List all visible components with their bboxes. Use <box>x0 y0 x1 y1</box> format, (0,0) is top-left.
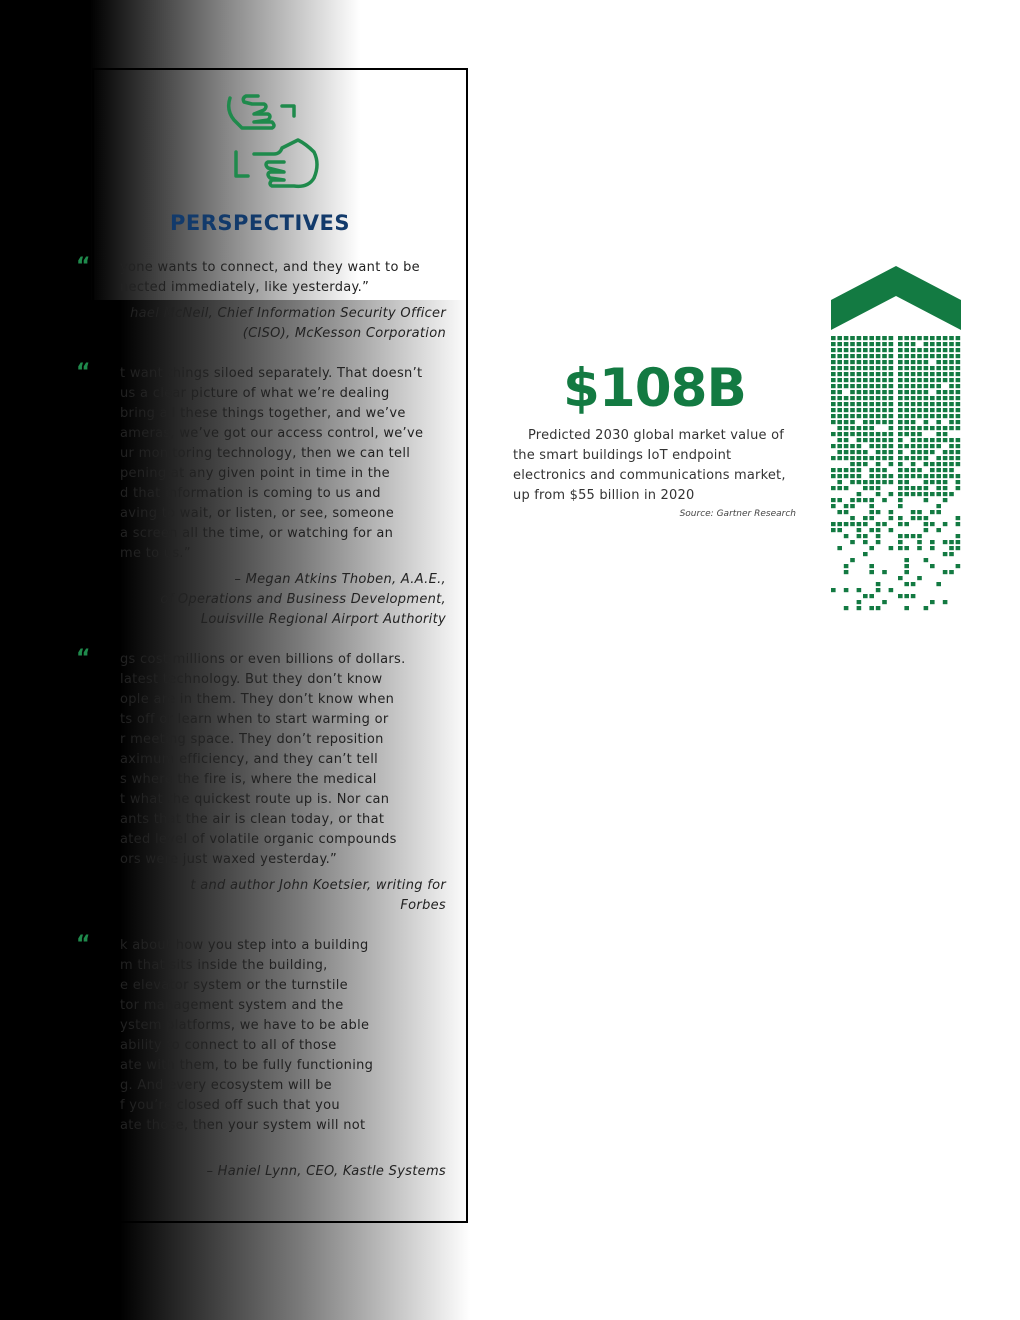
quote-line: tor management system and the <box>120 998 344 1013</box>
quote-line: ople are in them. They don’t know when <box>120 692 395 707</box>
attribution-line: hael McNeil, Chief Information Security Officer <box>130 306 446 321</box>
section-title: PERSPECTIVES <box>169 211 351 235</box>
quote-line: r meeting space. They don’t reposition <box>120 732 384 747</box>
quote-line: latest technology. But they don’t know <box>120 672 383 687</box>
quote-line: t want things siloed separately. That doesn’t <box>120 366 423 381</box>
quote-line: aving to wait, or listen, or see, someone <box>120 506 395 521</box>
quote-mark-icon: “ <box>76 254 91 279</box>
green-building-graphic <box>828 264 964 624</box>
quote-line: e elevator system or the turnstile <box>120 978 348 993</box>
quote-line: ated level of volatile organic compounds <box>120 832 397 847</box>
quote-attribution <box>106 1162 446 1182</box>
quote-text <box>120 650 450 870</box>
quote-line: f you’re closed off such that you <box>120 1098 340 1113</box>
quote-text <box>120 936 450 1136</box>
quote-line: ur monitoring technology, then we can tell <box>120 446 411 461</box>
stat-description: Predicted 2030 global market value of the smart buildings IoT endpoint electronics and communications market, up from $55 billion in 2020 <box>513 428 786 503</box>
quote-line: g. And every ecosystem will be <box>120 1078 332 1093</box>
quote-line: yone wants to connect, and they want to be <box>120 260 420 275</box>
quote-attribution <box>106 304 446 344</box>
attribution-line: (CISO), McKesson Corporation <box>242 326 446 341</box>
stat-value: $108B <box>563 358 746 419</box>
quote-line: ate those, then your system will not <box>120 1118 366 1133</box>
quote-line: ability to connect to all of those <box>120 1038 337 1053</box>
quote-line: ameras, we’ve got our access control, we’ve <box>120 426 424 441</box>
attribution-line: – Haniel Lynn, CEO, Kastle Systems <box>206 1164 446 1179</box>
attribution-line: of Operations and Business Development, <box>160 592 446 607</box>
quote-mark-icon: “ <box>76 646 91 671</box>
attribution-line: t and author John Koetsier, writing for <box>190 878 446 893</box>
quote-line: k about how you step into a building <box>120 938 369 953</box>
attribution-line: Forbes <box>400 898 446 913</box>
quote-line: aximum efficiency, and they can’t tell <box>120 752 379 767</box>
quote-attribution <box>106 570 446 630</box>
quote-line: s where the fire is, where the medical <box>120 772 377 787</box>
quote-text <box>120 258 450 298</box>
quote-text <box>120 364 450 564</box>
quote-attribution <box>106 876 446 916</box>
quote-mark-icon: “ <box>76 932 91 957</box>
quote-line: a screen all the time, or watching for an <box>120 526 394 541</box>
quote-line: d that information is coming to us and <box>120 486 381 501</box>
quote-line: t what the quickest route up is. Nor can <box>120 792 390 807</box>
stat-source: Source: Gartner Research <box>679 509 796 519</box>
quote-line: ts off or learn when to start warming or <box>120 712 389 727</box>
attribution-line: Louisville Regional Airport Authority <box>200 612 446 627</box>
quote-line: nected immediately, like yesterday.” <box>120 280 370 295</box>
quote-line: bring all these things together, and we’ve <box>120 406 406 421</box>
quote-line: m that sits inside the building, <box>120 958 328 973</box>
quote-line: ors were just waxed yesterday.” <box>120 852 338 867</box>
hands-frame-icon <box>224 92 324 192</box>
quote-line: pening at any given point in time in the <box>120 466 390 481</box>
attribution-line: – Megan Atkins Thoben, A.A.E., <box>234 572 446 587</box>
quote-line: ate with them, to be fully functioning <box>120 1058 374 1073</box>
quote-line: ants that the air is clean today, or that <box>120 812 385 827</box>
quote-line: us a clear picture of what we’re dealing <box>120 386 390 401</box>
quote-line: gs cost millions or even billions of dollars. <box>120 652 406 667</box>
quote-line: me to us.” <box>120 546 191 561</box>
quote-mark-icon: “ <box>76 360 91 385</box>
quote-line: ystem platforms, we have to be able <box>120 1018 370 1033</box>
